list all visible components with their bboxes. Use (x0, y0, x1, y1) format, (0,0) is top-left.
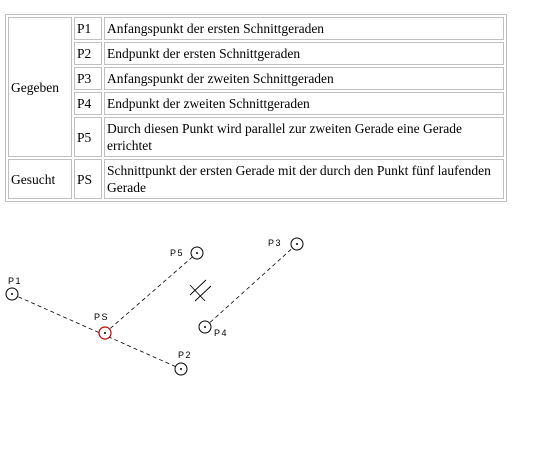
label-p3: P3 (268, 238, 283, 248)
gesucht-label: Gesucht (8, 159, 72, 199)
line-p4-p3 (205, 244, 297, 327)
code-p5: P5 (74, 117, 102, 157)
desc-ps: Schnittpunkt der ersten Gerade mit der durch den Punkt fünf laufenden Gerade (104, 159, 504, 199)
point-p2 (175, 363, 187, 375)
code-p3: P3 (74, 67, 102, 90)
desc-p3: Anfangspunkt der zweiten Schnittgeraden (104, 67, 504, 90)
line-p1-p2 (12, 294, 181, 369)
code-p2: P2 (74, 42, 102, 65)
desc-p4: Endpunkt der zweiten Schnittgeraden (104, 92, 504, 115)
point-ps (99, 327, 111, 339)
label-ps: PS (94, 312, 110, 322)
label-p5: P5 (170, 248, 185, 258)
point-p5 (191, 247, 203, 259)
label-p4: P4 (214, 328, 229, 338)
gegeben-label: Gegeben (8, 17, 72, 157)
label-p2: P2 (178, 350, 193, 360)
label-p1: P1 (8, 276, 23, 286)
desc-p2: Endpunkt der ersten Schnittgeraden (104, 42, 504, 65)
code-p4: P4 (74, 92, 102, 115)
point-p4 (199, 321, 211, 333)
line-ps-p5 (105, 253, 197, 333)
point-p1 (6, 288, 18, 300)
desc-p5: Durch diesen Punkt wird parallel zur zweiten Gerade eine Gerade errichtet (104, 117, 504, 157)
parallel-marker-icon (190, 280, 211, 301)
code-p1: P1 (74, 17, 102, 40)
code-ps: PS (74, 159, 102, 199)
point-p3 (291, 238, 303, 250)
desc-p1: Anfangspunkt der ersten Schnittgeraden (104, 17, 504, 40)
